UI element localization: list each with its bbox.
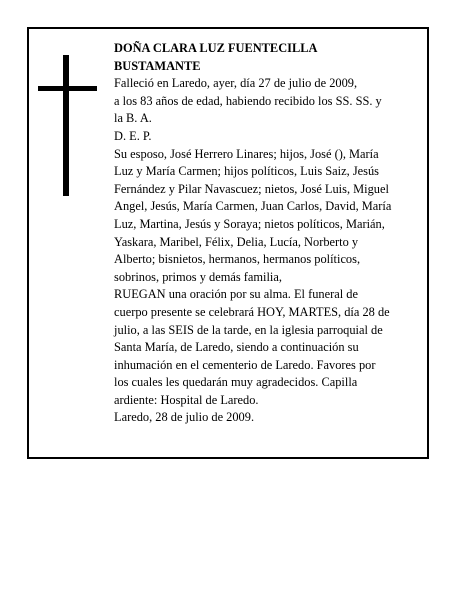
family-list-line: Alberto; bisnietos, hermanos, hermanos políticos,: [114, 252, 361, 267]
funeral-info-line: RUEGAN una oración por su alma. El funeral de: [114, 287, 358, 302]
age-and-sacraments: la B. A.: [114, 111, 152, 126]
family-list-line: Angel, Jesús, María Carmen, Juan Carlos, David, María: [114, 199, 392, 214]
family-list-line: Su esposo, José Herrero Linares; hijos, José (), María: [114, 146, 379, 161]
funeral-info-line: los cuales les quedarán muy agradecidos. Capilla: [114, 375, 358, 390]
family-list-line: sobrinos, primos y demás familia,: [114, 269, 282, 284]
funeral-info-line: cuerpo presente se celebrará HOY, MARTES, día 28 de: [114, 304, 390, 319]
funeral-info-line: Santa María, de Laredo, siendo a continuación su: [114, 340, 359, 355]
death-announcement: Falleció en Laredo, ayer, día 27 de julio de 2009,: [114, 76, 358, 91]
rip-line: D. E. P.: [114, 128, 152, 143]
age-and-sacraments: a los 83 años de edad, habiendo recibido los SS. SS. y: [114, 93, 382, 108]
deceased-name-line: DOÑA CLARA LUZ FUENTECILLA: [114, 41, 318, 55]
cross-vertical-bar: [63, 55, 69, 196]
family-list-line: Yaskara, Maribel, Félix, Delia, Lucía, Norberto y: [114, 234, 359, 249]
family-list-line: Luz y María Carmen; hijos políticos, Luis Saiz, Jesús: [114, 164, 379, 179]
deceased-name-line: BUSTAMANTE: [114, 58, 201, 73]
funeral-info-line: inhumación en el cementerio de Laredo. Favores por: [114, 357, 376, 372]
place-and-date: Laredo, 28 de julio de 2009.: [114, 410, 255, 425]
cross-horizontal-bar: [38, 86, 97, 91]
notice-text: [114, 40, 426, 427]
funeral-info-line: julio, a las SEIS de la tarde, en la iglesia parroquial de: [114, 322, 383, 337]
family-list-line: Fernández y Pilar Navascuez; nietos, José Luis, Miguel: [114, 181, 389, 196]
funeral-info-line: ardiente: Hospital de Laredo.: [114, 392, 259, 407]
family-list-line: Luz, Martina, Jesús y Soraya; nietos políticos, Marián,: [114, 216, 385, 231]
